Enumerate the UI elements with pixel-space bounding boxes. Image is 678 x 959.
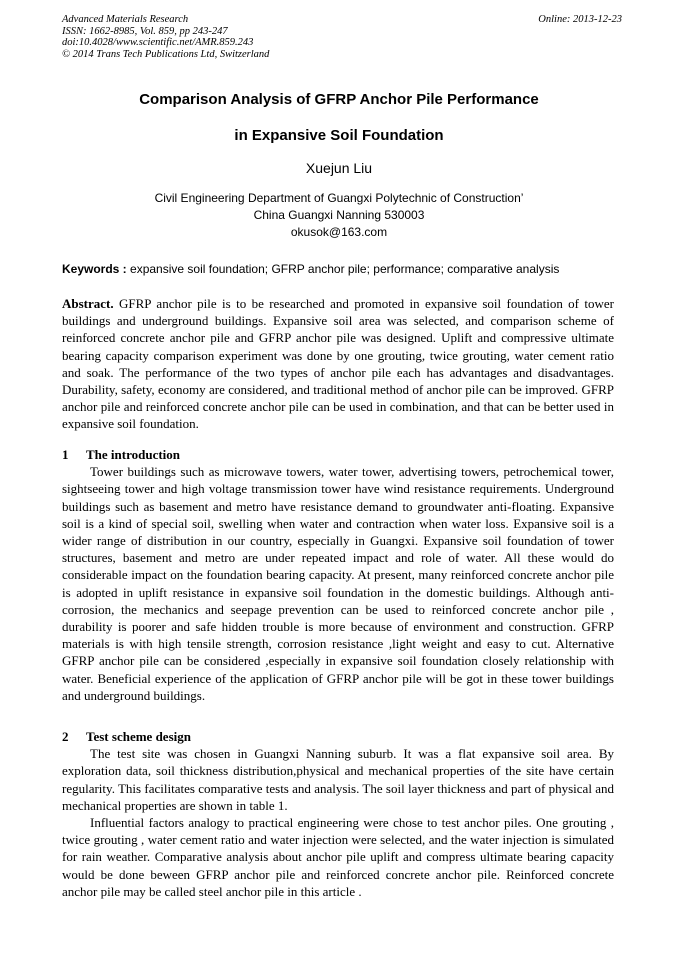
section-heading (62, 728, 614, 745)
online-date: Online: 2013-12-23 (538, 14, 622, 25)
abstract-text: GFRP anchor pile is to be researched and promoted in expansive soil foundation of tower buildings and underground buildings. Expansive soil area was selected, and comparison scheme of reinforced concrete anchor pile and GFRP anchor pile was designed. Uplift and compressive ultimate bearing capacity comparison experiment was done by one grouting, twice grouting, water cement ratio and soak. The performance of the two types of anchor pile each has advantages and disadvantages. Durability, safety, economy are considered, and traditional method of anchor pile can be improved. GFRP anchor pile and reinforced concrete anchor pile can be used in combination, and that can be better used in expansive soil foundation. (62, 296, 614, 432)
section-title: Test scheme design (86, 729, 191, 744)
doi-line: doi:10.4028/www.scientific.net/AMR.859.243 (62, 37, 254, 48)
journal-header (62, 14, 622, 60)
section-introduction (62, 446, 614, 704)
paper-title-line-2: in Expansive Soil Foundation (234, 127, 444, 144)
paragraph: Tower buildings such as microwave towers, water tower, advertising towers, petrochemical tower, sightseeing tower and high voltage transmission tower have wind resistance requirements. Underground buildings such as basement and metro have resistance demand to groundwater anti-floating. Expansive soil is a kind of special soil, swelling when water and contraction when water loss. Expansive soil is a wider range of distribution in our country, especially in Guangxi. Expansive soil foundation of tower structures, basement and metro are under repeated impact and role of water. All these would do considerable impact on the foundation bearing capacity. At present, many reinforced concrete anchor pile is adopted in uplift resistance in expansive soil foundation in the domestic buildings. Although anti-corrosion, the mechanics and seepage prevention can be used to reinforced concrete anchor pile , durability is poorer and safe hidden trouble is more because of environment and construction. GFRP materials is with high tensile strength, corrosion resistance ,light weight and easy to cut. Alternative GFRP anchor pile can be considered ,especially in expansive soil foundation closely relationship with water. Beneficial experience of the application of GFRP anchor pile will be got in these tower buildings and underground buildings. (62, 464, 614, 703)
paragraph: The test site was chosen in Guangxi Nanning suburb. It was a flat expansive soil area. By exploration data, soil thickness distribution,physical and mechanical properties of the site have certain regularity. This facilitates comparative tests and analysis. The soil layer thickness and part of physical and mechanical properties are shown in table 1. (62, 746, 614, 813)
section-test-scheme-design (62, 728, 614, 900)
paper-title-line-1: Comparison Analysis of GFRP Anchor Pile Performance (139, 91, 539, 108)
affiliation-line-2: China Guangxi Nanning 530003 (253, 208, 425, 222)
section-heading (62, 446, 614, 463)
section-number: 2 (62, 729, 69, 744)
keywords-text: expansive soil foundation; GFRP anchor pile; performance; comparative analysis (126, 262, 560, 276)
abstract-label: Abstract. (62, 296, 114, 311)
keywords (62, 262, 616, 276)
copyright-line: © 2014 Trans Tech Publications Ltd, Switzerland (62, 48, 270, 60)
abstract (62, 295, 614, 433)
section-title: The introduction (86, 447, 181, 462)
affiliation-line-1: Civil Engineering Department of Guangxi Polytechnic of Construction’ (154, 191, 524, 205)
keywords-label: Keywords : (62, 262, 127, 276)
issn-line: ISSN: 1662-8985, Vol. 859, pp 243-247 (62, 25, 228, 37)
author-email: okusok@163.com (290, 225, 388, 239)
section-number: 1 (62, 447, 69, 462)
journal-name: Advanced Materials Research (62, 14, 189, 25)
paragraph: Influential factors analogy to practical engineering were chose to test anchor piles. One grouting , twice grouting , water cement ratio and water injection were selected, and the water injection is simulated for rain weather. Comparative analysis about anchor pile uplift and compress ultimate bearing capacity would be done beween GFRP anchor pile and reinforced concrete anchor pile. Reinforced concrete anchor pile may be called steel anchor pile in this article . (62, 815, 614, 899)
author-name: Xuejun Liu (305, 160, 373, 176)
